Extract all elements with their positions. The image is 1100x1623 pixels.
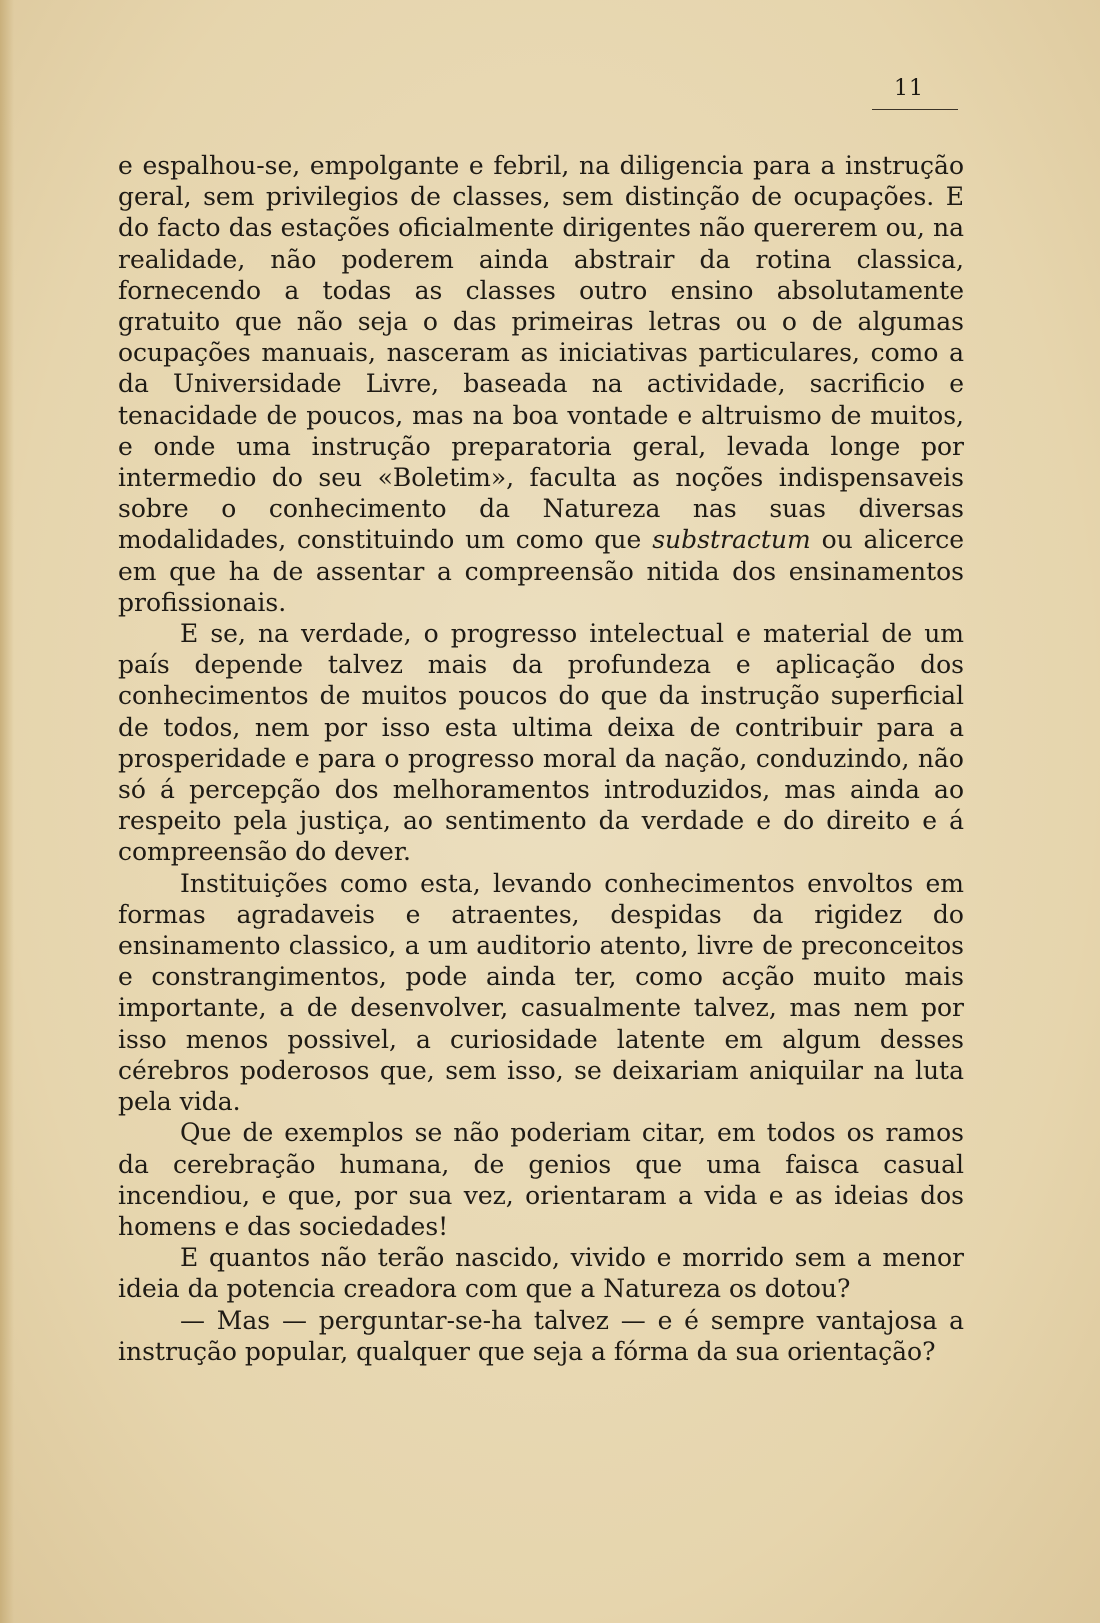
- paragraph-1-text: e espalhou-se, empolgante e febril, na diligencia para a instrução geral, sem privilegios de classes, sem distinção de ocupações. E do facto das estações oficialmente dirigentes não quererem ou, na realidade, não poderem ainda abstrair da rotina classica, fornecendo a todas as classes outro ensino absolutamente gratuito que não seja o das primeiras letras ou o de algumas ocupações manuais, nasceram as iniciativas particulares, como a da Universidade Livre, baseada na actividade, sacrificio e tenacidade de poucos, mas na boa vontade e altruismo de muitos, e onde uma instrução preparatoria geral, levada longe por intermedio do seu «Boletim», faculta as noções indispensaveis sobre o conhecimento da Natureza nas suas diversas modalidades, constituindo um como que: [118, 151, 964, 555]
- paragraph-5: E quantos não terão nascido, vivido e morrido sem a menor ideia da potencia creadora com que a Natureza os dotou?: [118, 1243, 964, 1304]
- paragraph-1-tail: ou alicerce em que ha de assentar a compreensão nitida dos ensinamentos profissionais.: [118, 525, 964, 617]
- body-text: [118, 150, 964, 1367]
- page-number: 11: [894, 76, 924, 101]
- paragraph-1: [118, 150, 964, 618]
- page-edge-shadow: [0, 0, 14, 1623]
- paragraph-6: — Mas — perguntar-se-ha talvez — e é sempre vantajosa a instrução popular, qualquer que seja a fórma da sua orientação?: [118, 1305, 964, 1366]
- paragraph-2: E se, na verdade, o progresso intelectual e material de um país depende talvez mais da profundeza e aplicação dos conhecimentos de muitos poucos do que da instrução superficial de todos, nem por isso esta ultima deixa de contribuir para a prosperidade e para o progresso moral da nação, conduzindo, não só á percepção dos melhoramentos introduzidos, mas ainda ao respeito pela justiça, ao sentimento da verdade e do direito e á compreensão do dever.: [118, 619, 964, 867]
- page-number-rule: [872, 109, 958, 110]
- paragraph-4: Que de exemplos se não poderiam citar, em todos os ramos da cerebração humana, de genios que uma faisca casual incendiou, e que, por sua vez, orientaram a vida e as ideias dos homens e das sociedades!: [118, 1118, 964, 1241]
- paragraph-1-italic-term: substractum: [652, 525, 811, 555]
- paragraph-3: Instituições como esta, levando conhecimentos envoltos em formas agradaveis e atraentes, despidas da rigidez do ensinamento classico, a um auditorio atento, livre de preconceitos e constrangimentos, pode ainda ter, como acção muito mais importante, a de desenvolver, casualmente talvez, mas nem por isso menos possivel, a curiosidade latente em algum desses cérebros poderosos que, sem isso, se deixariam aniquilar na luta pela vida.: [118, 868, 964, 1117]
